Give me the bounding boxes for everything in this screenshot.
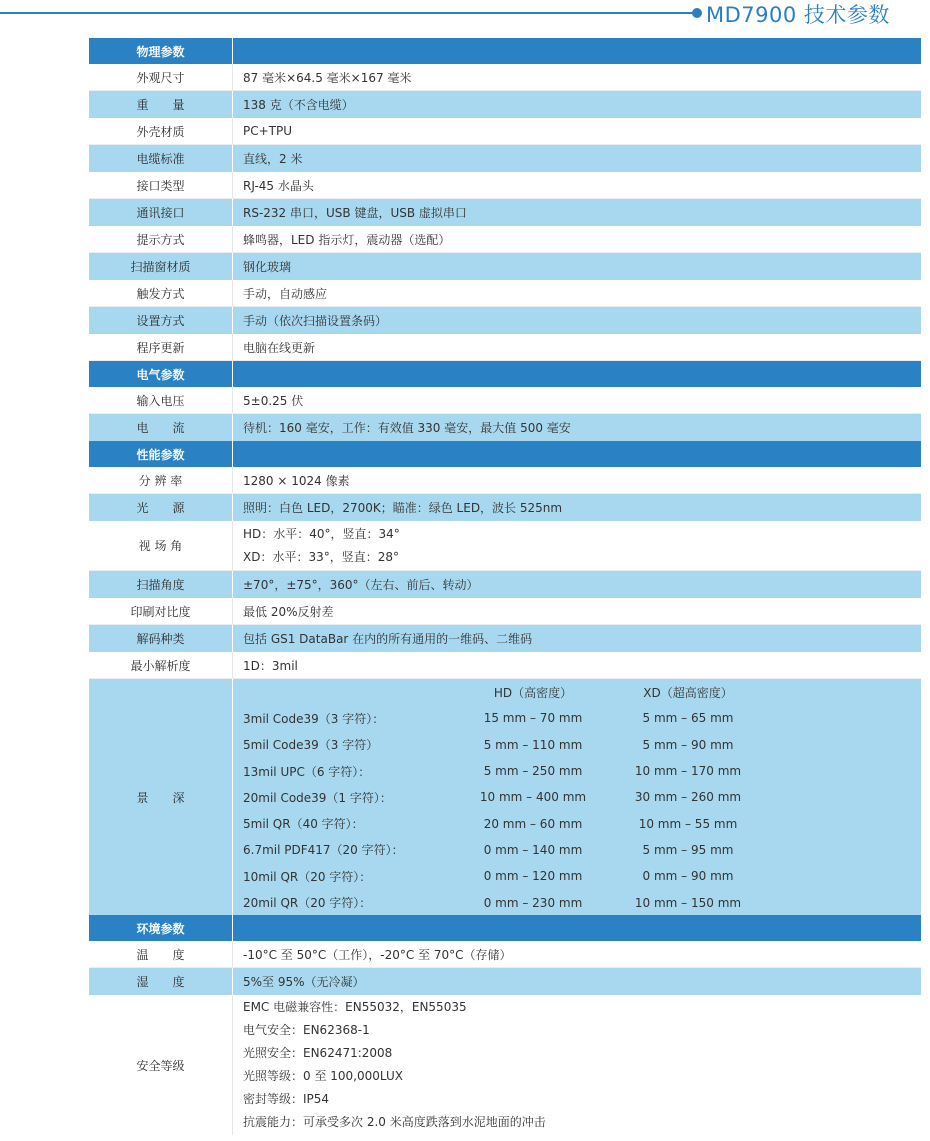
spec-label: 外壳材质: [89, 118, 233, 144]
spec-label: 印刷对比度: [89, 598, 233, 624]
depth-row: 6.7mil PDF417（20 字符）： 0 mm – 140 mm 5 mm – 95 mm: [243, 842, 734, 858]
spec-label: 电缆标准: [89, 145, 233, 172]
section-title: 环境参数: [89, 915, 233, 941]
spec-row-fov: [89, 521, 921, 571]
spec-value: PC+TPU: [243, 124, 293, 138]
spec-value: 手动（依次扫描设置条码）: [243, 314, 388, 328]
spec-value: 5±0.25 伏: [243, 393, 304, 408]
spec-row-light-source: [89, 494, 921, 521]
spec-label: 扫描窗材质: [89, 253, 233, 280]
depth-row: 20mil Code39（1 字符）： 10 mm – 400 mm 30 mm – 260 mm: [243, 790, 742, 805]
spec-row-window: [89, 253, 921, 280]
spec-label: 程序更新: [89, 334, 233, 360]
spec-label: 设置方式: [89, 307, 233, 334]
spec-label: 外观尺寸: [89, 64, 233, 90]
spec-row-voltage: [89, 387, 921, 414]
depth-row: 10mil QR（20 字符）： 0 mm – 120 mm 0 mm – 90 mm: [243, 869, 734, 884]
spec-label: 电 流: [89, 414, 233, 441]
spec-row-humidity: [89, 968, 921, 995]
section-performance: [89, 441, 921, 467]
spec-label: 湿 度: [89, 968, 233, 995]
depth-grid: [243, 679, 763, 916]
spec-row-depth-of-field: [89, 679, 921, 915]
spec-value: 钢化玻璃: [243, 260, 292, 274]
spec-value: 1280 × 1024 像素: [243, 473, 350, 488]
spec-row-dimensions: [89, 64, 921, 91]
spec-label: 安全等级: [89, 995, 233, 1135]
spec-row-interface: [89, 199, 921, 226]
spec-value: 蜂鸣器，LED 指示灯，震动器（选配）: [243, 232, 451, 247]
header-bullet-icon: [692, 8, 702, 18]
depth-row: 20mil QR（20 字符）： 0 mm – 230 mm 10 mm – 150 mm: [243, 895, 742, 911]
spec-row-config: [89, 307, 921, 334]
spec-label: 提示方式: [89, 226, 233, 252]
depth-row: 5mil Code39（3 字符） 5 mm – 110 mm 5 mm – 90 mm: [243, 737, 734, 753]
spec-row-current: [89, 414, 921, 441]
spec-label: 扫描角度: [89, 571, 233, 598]
page-title: MD7900 技术参数: [706, 3, 890, 27]
depth-col-xd: XD（超高密度）: [643, 685, 733, 700]
spec-value: 5%至 95%（无冷凝）: [243, 975, 365, 989]
safety-line: 密封等级：IP54: [243, 1092, 330, 1106]
spec-row-cable: [89, 145, 921, 172]
spec-value: 待机：160 毫安，工作：有效值 330 毫安，最大值 500 毫安: [243, 421, 571, 435]
spec-label: 景 深: [89, 679, 233, 915]
section-title: 性能参数: [89, 441, 233, 467]
spec-value: 87 毫米×64.5 毫米×167 毫米: [243, 70, 412, 85]
depth-header-row: [243, 679, 763, 705]
spec-row-contrast: [89, 598, 921, 625]
depth-table: [233, 679, 921, 915]
spec-value: ±70°，±75°，360°（左右、前后、转动）: [243, 578, 479, 592]
spec-value: 138 克（不含电缆）: [243, 98, 354, 112]
spec-label: 视 场 角: [89, 521, 233, 570]
safety-line: 电气安全：EN62368-1: [243, 1023, 370, 1037]
spec-label: 解码种类: [89, 625, 233, 652]
spec-value: 手动，自动感应: [243, 286, 328, 301]
spec-row-housing: [89, 118, 921, 145]
spec-label: 触发方式: [89, 280, 233, 306]
spec-value: 最低 20%反射差: [243, 604, 334, 619]
spec-value: 包括 GS1 DataBar 在内的所有通用的一维码、二维码: [243, 632, 533, 646]
spec-row-update: [89, 334, 921, 361]
safety-line: 光照等级：0 至 100,000LUX: [243, 1069, 403, 1083]
header-rule: [0, 12, 697, 14]
safety-line: 抗震能力：可承受多次 2.0 米高度跌落到水泥地面的冲击: [243, 1115, 546, 1129]
section-electrical: [89, 361, 921, 387]
spec-label: 最小解析度: [89, 652, 233, 678]
spec-table: [89, 38, 921, 1135]
safety-line: 光照安全：EN62471:2008: [243, 1046, 393, 1060]
spec-row-resolution: [89, 467, 921, 494]
spec-label: 重 量: [89, 91, 233, 118]
safety-line: EMC 电磁兼容性：EN55032，EN55035: [243, 1000, 467, 1014]
spec-label: 输入电压: [89, 387, 233, 413]
spec-row-weight: [89, 91, 921, 118]
spec-row-symbologies: [89, 625, 921, 652]
spec-value: RJ-45 水晶头: [243, 178, 314, 193]
spec-value: 直线，2 米: [243, 152, 303, 166]
depth-row: 13mil UPC（6 字符）： 5 mm – 250 mm 10 mm – 170 mm: [243, 764, 742, 779]
spec-row-scan-angle: [89, 571, 921, 598]
spec-label: 接口类型: [89, 172, 233, 198]
spec-label: 光 源: [89, 494, 233, 521]
spec-value: 1D：3mil: [243, 658, 298, 673]
section-title: 电气参数: [89, 361, 233, 387]
depth-row: 3mil Code39（3 字符）： 15 mm – 70 mm 5 mm – 65 mm: [243, 711, 734, 726]
spec-row-connector: [89, 172, 921, 199]
spec-label: 分 辨 率: [89, 467, 233, 493]
spec-row-safety: [89, 995, 921, 1135]
spec-row-min-resolution: [89, 652, 921, 679]
section-physical: [89, 38, 921, 64]
spec-row-temperature: [89, 941, 921, 968]
spec-value: [233, 995, 921, 1135]
fov-xd: XD：水平：33°，竖直：28°: [243, 549, 400, 564]
section-environment: [89, 915, 921, 941]
spec-value: [233, 521, 921, 570]
spec-row-indicator: [89, 226, 921, 253]
depth-col-hd: HD（高密度）: [493, 685, 573, 700]
depth-row: 5mil QR（40 字符）： 20 mm – 60 mm 10 mm – 55 mm: [243, 816, 738, 832]
section-title: 物理参数: [89, 38, 233, 64]
spec-label: 通讯接口: [89, 199, 233, 226]
spec-value: 电脑在线更新: [243, 340, 316, 355]
spec-label: 温 度: [89, 941, 233, 967]
spec-value: 照明：白色 LED，2700K；瞄准：绿色 LED，波长 525nm: [243, 501, 563, 515]
spec-row-trigger: [89, 280, 921, 307]
spec-value: -10°C 至 50°C（工作），-20°C 至 70°C（存储）: [243, 947, 512, 962]
fov-hd: HD：水平：40°，竖直：34°: [243, 526, 400, 541]
spec-value: RS-232 串口，USB 键盘，USB 虚拟串口: [243, 206, 467, 220]
